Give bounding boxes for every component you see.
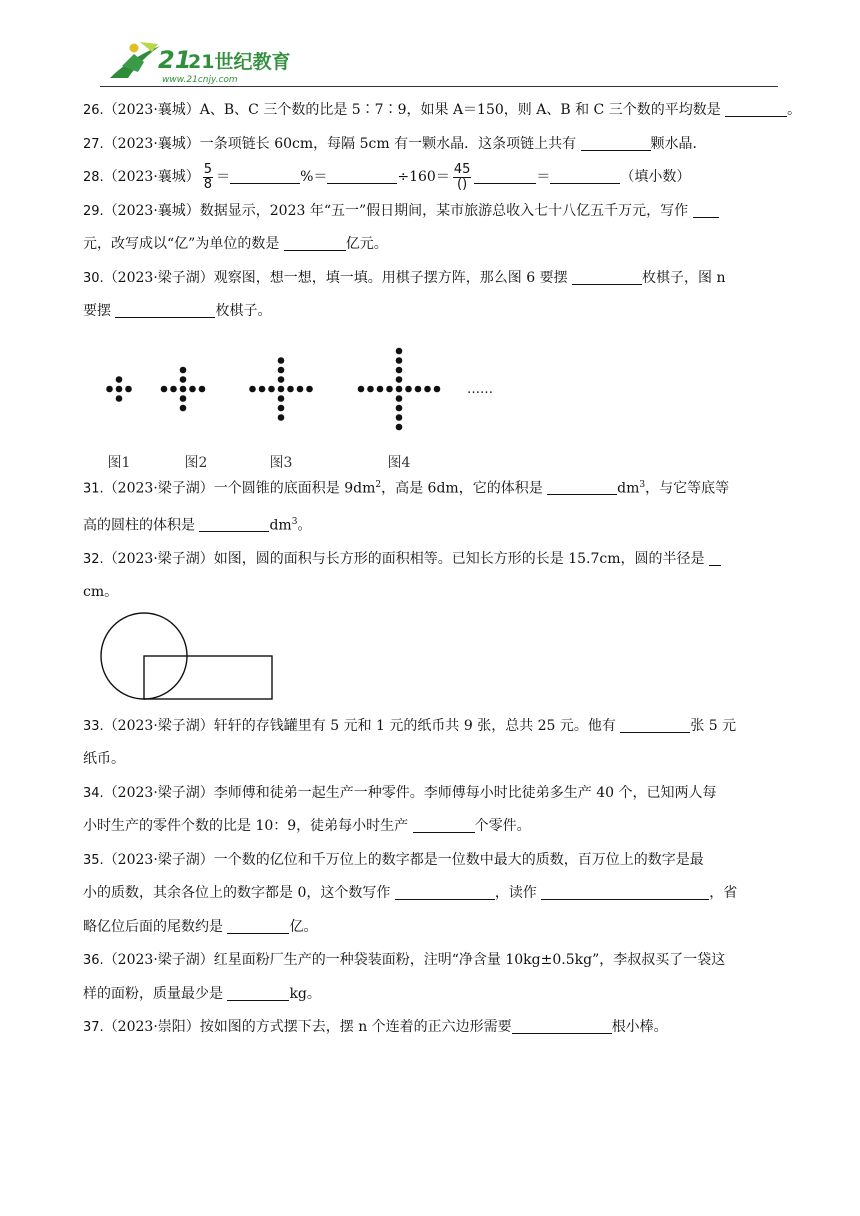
ellipsis: …… <box>467 381 493 397</box>
answer-blank[interactable] <box>581 134 651 151</box>
chess-piece-dot <box>396 385 403 392</box>
logo-21cnjy <box>100 38 320 86</box>
question-35: 35.（2023·梁子湖）一个数的亿位和千万位上的数字都是一位数中最大的质数，百万位上的数字是最 <box>83 851 704 868</box>
chess-piece-dot <box>396 376 403 383</box>
chess-piece-dot <box>170 385 177 392</box>
question-31-cont: 高的圆柱的体积是 $dm^3$。 <box>83 516 312 534</box>
header-rule <box>100 86 778 87</box>
answer-blank[interactable] <box>230 167 300 184</box>
rectangle-shape <box>144 656 272 699</box>
question-34: 34.（2023·梁子湖）李师傅和徒弟一起生产一种零件。李师傅每小时比徒弟多生产 40 个，已知两人每 <box>83 784 717 801</box>
chess-piece-dot <box>396 423 403 430</box>
chess-piece-dot <box>268 385 275 392</box>
dot-pattern-4 <box>358 347 441 430</box>
chess-piece-dot <box>278 376 285 383</box>
answer-blank[interactable] <box>620 716 690 733</box>
question-36: 36.（2023·梁子湖）红星面粉厂生产的一种袋装面粉，注明“净含量 10kg±0.5kg”，李叔叔买了一袋这 <box>83 952 726 969</box>
question-34-cont: 小时生产的零件个数的比是 10：9，徒弟每小时生产 个零件。 <box>83 818 531 835</box>
chess-piece-dot <box>189 385 196 392</box>
question-31: 31.（2023·梁子湖）一个圆锥的底面积是 $9dm^2$，高是 6dm，它的体积是 $dm^3$，与它等底等 <box>83 479 730 497</box>
chess-piece-dot <box>386 385 393 392</box>
answer-blank[interactable] <box>550 167 620 184</box>
dot-pattern-3 <box>249 357 313 421</box>
answer-blank[interactable] <box>227 984 289 1001</box>
dot-pattern-1 <box>106 376 132 402</box>
chess-piece-dot <box>278 366 285 373</box>
answer-blank[interactable] <box>725 100 787 117</box>
question-32-cont: cm。 <box>83 584 119 601</box>
answer-blank[interactable] <box>547 478 617 495</box>
question-37: 37.（2023·崇阳）按如图的方式摆下去，摆 n 个连着的正六边形需要 根小棒。 <box>83 1019 668 1036</box>
chess-piece-dot <box>180 366 187 373</box>
answer-blank[interactable] <box>413 816 475 833</box>
answer-blank[interactable] <box>541 883 709 900</box>
chess-piece-dot <box>180 404 187 411</box>
answer-blank[interactable] <box>284 234 346 251</box>
chess-piece-dot <box>180 395 187 402</box>
chess-piece-dot <box>199 385 206 392</box>
chess-piece-dot <box>306 385 313 392</box>
chess-piece-dot <box>377 385 384 392</box>
chess-piece-dot <box>278 395 285 402</box>
answer-blank[interactable] <box>474 167 536 184</box>
chess-piece-dot <box>106 385 113 392</box>
answer-blank[interactable] <box>512 1017 612 1034</box>
chess-piece-dot <box>405 385 412 392</box>
chess-piece-dot <box>259 385 266 392</box>
svg-text:21: 21 <box>158 46 192 74</box>
question-30-cont: 要摆 枚棋子。 <box>83 303 272 319</box>
question-26: 26.（2023·襄城）A、B、C 三个数的比是 5∶7∶9，如果 A＝150，则 A、B 和 C 三个数的平均数是 。 <box>83 102 802 118</box>
answer-blank[interactable] <box>709 549 721 566</box>
chess-piece-dot <box>396 395 403 402</box>
question-33: 33.（2023·梁子湖）轩轩的存钱罐里有 5 元和 1 元的纸币共 9 张，总共 25 元。他有 张 5 元 <box>83 717 737 734</box>
question-35-cont2: 略亿位后面的尾数约是 亿。 <box>83 918 318 935</box>
question-29-cont: 元，改写成以“亿”为单位的数是 亿元。 <box>83 236 388 252</box>
question-29: 29.（2023·襄城）数据显示，2023 年“五一”假日期间，某市旅游总收入七十八亿五千万元，写作 <box>83 195 783 229</box>
chess-piece-dot <box>278 414 285 421</box>
chess-piece-dot <box>116 395 123 402</box>
chess-piece-dot <box>396 414 403 421</box>
chess-piece-dot <box>396 404 403 411</box>
chess-piece-dot <box>249 385 256 392</box>
chess-piece-dot <box>278 404 285 411</box>
chess-piece-dot <box>180 376 187 383</box>
chess-piece-dot <box>396 347 403 354</box>
page-header <box>100 38 780 88</box>
figure-label: 图1 <box>107 454 131 469</box>
fraction-5-8: $\frac{5}{8}$ <box>203 161 213 192</box>
chess-piece-dot <box>278 357 285 364</box>
figure-label: 图3 <box>269 454 293 469</box>
chess-piece-dot <box>358 385 365 392</box>
chess-piece-dot <box>180 385 187 392</box>
dot-pattern-2 <box>161 366 206 411</box>
question-35-cont: 小的质数，其余各位上的数字都是 0，这个数写作 ，读作 ，省 <box>83 885 738 902</box>
chess-piece-dot <box>396 366 403 373</box>
chess-piece-dot <box>367 385 374 392</box>
chess-piece-dot <box>415 385 422 392</box>
chess-piece-dot <box>116 376 123 383</box>
answer-blank[interactable] <box>227 917 289 934</box>
question-36-cont: 样的面粉，质量最少是 kg。 <box>83 985 321 1002</box>
chess-piece-dot <box>125 385 132 392</box>
answer-blank[interactable] <box>395 883 495 900</box>
chess-piece-dot <box>434 385 441 392</box>
question-28: 28.（2023·襄城） $\frac{5}{8}$ ＝ %＝ ÷160＝ $\frac{45}{()}$ ＝ （填小数） <box>83 161 691 192</box>
question-32: 32.（2023·梁子湖）如图，圆的面积与长方形的面积相等。已知长方形的长是 15.7cm，圆的半径是 <box>83 543 783 577</box>
question-33-cont: 纸币。 <box>83 751 125 768</box>
question-30: 30.（2023·梁子湖）观察图，想一想，填一填。用棋子摆方阵，那么图 6 要摆 枚棋子，图 n <box>83 269 726 286</box>
question-list <box>83 94 802 1045</box>
chess-piece-dot <box>396 357 403 364</box>
chess-piece-dot <box>297 385 304 392</box>
chess-piece-dot <box>116 385 123 392</box>
chess-piece-dot <box>278 385 285 392</box>
fraction-45-blank: $\frac{45}{()}$ <box>453 161 471 192</box>
figure-label: 图2 <box>184 454 208 469</box>
svg-text:www.21cnjy.com: www.21cnjy.com <box>162 75 238 85</box>
chess-piece-dot <box>161 385 168 392</box>
chess-piece-dot <box>424 385 431 392</box>
question-27: 27.（2023·襄城）一条项链长 60cm，每隔 5cm 有一颗水晶．这条项链上共有 颗水晶． <box>83 135 707 152</box>
answer-blank[interactable] <box>693 201 719 218</box>
dot-patterns <box>83 329 783 469</box>
chess-pieces-figure <box>83 329 783 469</box>
answer-blank[interactable] <box>115 301 215 318</box>
answer-blank[interactable] <box>572 268 642 285</box>
answer-blank[interactable] <box>327 167 397 184</box>
chess-piece-dot <box>287 385 294 392</box>
circle-rectangle-figure <box>83 610 783 710</box>
svg-text:21世纪教育: 21世纪教育 <box>188 51 291 73</box>
answer-blank[interactable] <box>199 515 269 532</box>
figure-label: 图4 <box>387 454 411 469</box>
